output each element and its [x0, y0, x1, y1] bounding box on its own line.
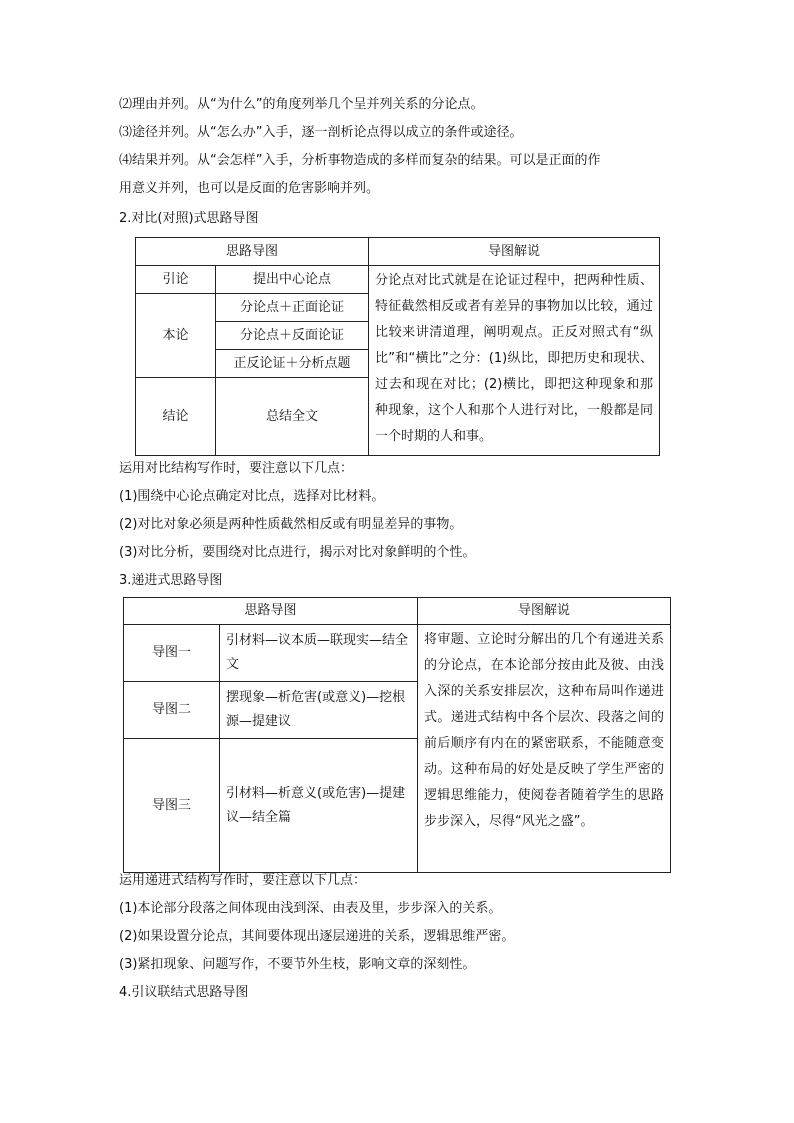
- paragraph-reason-parallel: ⑵理由并列。从“为什么”的角度列举几个呈并列关系的分论点。: [119, 97, 484, 112]
- cell-conclusion: 结论: [136, 378, 216, 456]
- cell-map-one-steps: 引材料—议本质—联现实—结全文: [220, 625, 418, 682]
- paragraph-contrast-note-2: (2)对比对象必须是两种性质截然相反或有明显差异的事物。: [119, 517, 463, 532]
- cell-analysis-point: 正反论证＋分析点题: [216, 350, 369, 378]
- cell-map-two: 导图二: [124, 682, 220, 739]
- progressive-mindmap-table: [123, 597, 671, 873]
- cell-map-three: 导图三: [124, 739, 220, 873]
- cell-central-argument: 提出中心论点: [216, 266, 369, 294]
- cell-body: 本论: [136, 294, 216, 378]
- table-header-mindmap: 思路导图: [136, 238, 369, 266]
- cell-contrast-explanation: 分论点对比式就是在论证过程中，把两种性质、特征截然相反或者有差异的事物加以比较，通过比较来讲清道理，阐明观点。正反对照式有“纵比”和“横比”之分：(1)纵比，即把历史和现状、过去和现在对比；(2)横比，即把这种现象和那种现象，这个人和那个人进行对比，一般都是同一个时期的人和事。: [369, 266, 660, 456]
- paragraph-contrast-notes: 运用对比结构写作时，要注意以下几点：: [119, 461, 354, 476]
- cell-map-three-steps: 引材料—析意义(或危害)—提建议—结全篇: [220, 739, 418, 873]
- table-header-mindmap: 思路导图: [124, 598, 418, 625]
- cell-progressive-explanation: 将审题、立论时分解出的几个有递进关系的分论点，在本论部分按由此及彼、由浅入深的关系安排层次，这种布局叫作递进式。递进式结构中各个层次、段落之间的前后顺序有内在的紧密联系，不能随意变动。这种布局的好处是反映了学生严密的逻辑思维能力，使阅卷者随着学生的思路步步深入，尽得“风光之盛”。: [418, 625, 671, 873]
- cell-positive-argument: 分论点＋正面论证: [216, 294, 369, 322]
- paragraph-result-parallel: ⑷结果并列。从“会怎样”入手，分析事物造成的多样而复杂的结果。可以是正面的作: [119, 153, 601, 168]
- paragraph-path-parallel: ⑶途径并列。从“怎么办”入手，逐一剖析论点得以成立的条件或途径。: [119, 125, 523, 140]
- paragraph-progressive-note-1: (1)本论部分段落之间体现由浅到深、由表及里，步步深入的关系。: [119, 901, 502, 916]
- paragraph-progressive-note-2: (2)如果设置分论点，其间要体现出逐层递进的关系，逻辑思维严密。: [119, 929, 515, 944]
- paragraph-contrast-note-3: (3)对比分析，要围绕对比点进行，揭示对比对象鲜明的个性。: [119, 545, 476, 560]
- paragraph-contrast-note-1: (1)围绕中心论点确定对比点，选择对比材料。: [119, 489, 385, 504]
- paragraph-progressive-note-3: (3)紧扣现象、问题写作，不要节外生枝，影响文章的深刻性。: [119, 957, 476, 972]
- cell-map-two-steps: 摆现象—析危害(或意义)—挖根源—提建议: [220, 682, 418, 739]
- cell-map-one: 导图一: [124, 625, 220, 682]
- paragraph-result-parallel-cont: 用意义并列，也可以是反面的危害影响并列。: [119, 181, 380, 196]
- section-title-progressive: 3.递进式思路导图: [119, 573, 223, 588]
- cell-introduction: 引论: [136, 266, 216, 294]
- table-header-explanation: 导图解说: [418, 598, 671, 625]
- section-title-contrast: 2.对比(对照)式思路导图: [119, 211, 259, 226]
- cell-negative-argument: 分论点＋反面论证: [216, 322, 369, 350]
- table-header-explanation: 导图解说: [369, 238, 660, 266]
- section-title-quote-discuss-link: 4.引议联结式思路导图: [119, 985, 249, 1000]
- paragraph-progressive-notes: 运用递进式结构写作时，要注意以下几点：: [119, 873, 367, 888]
- cell-summary: 总结全文: [216, 378, 369, 456]
- contrast-mindmap-table: [135, 237, 660, 456]
